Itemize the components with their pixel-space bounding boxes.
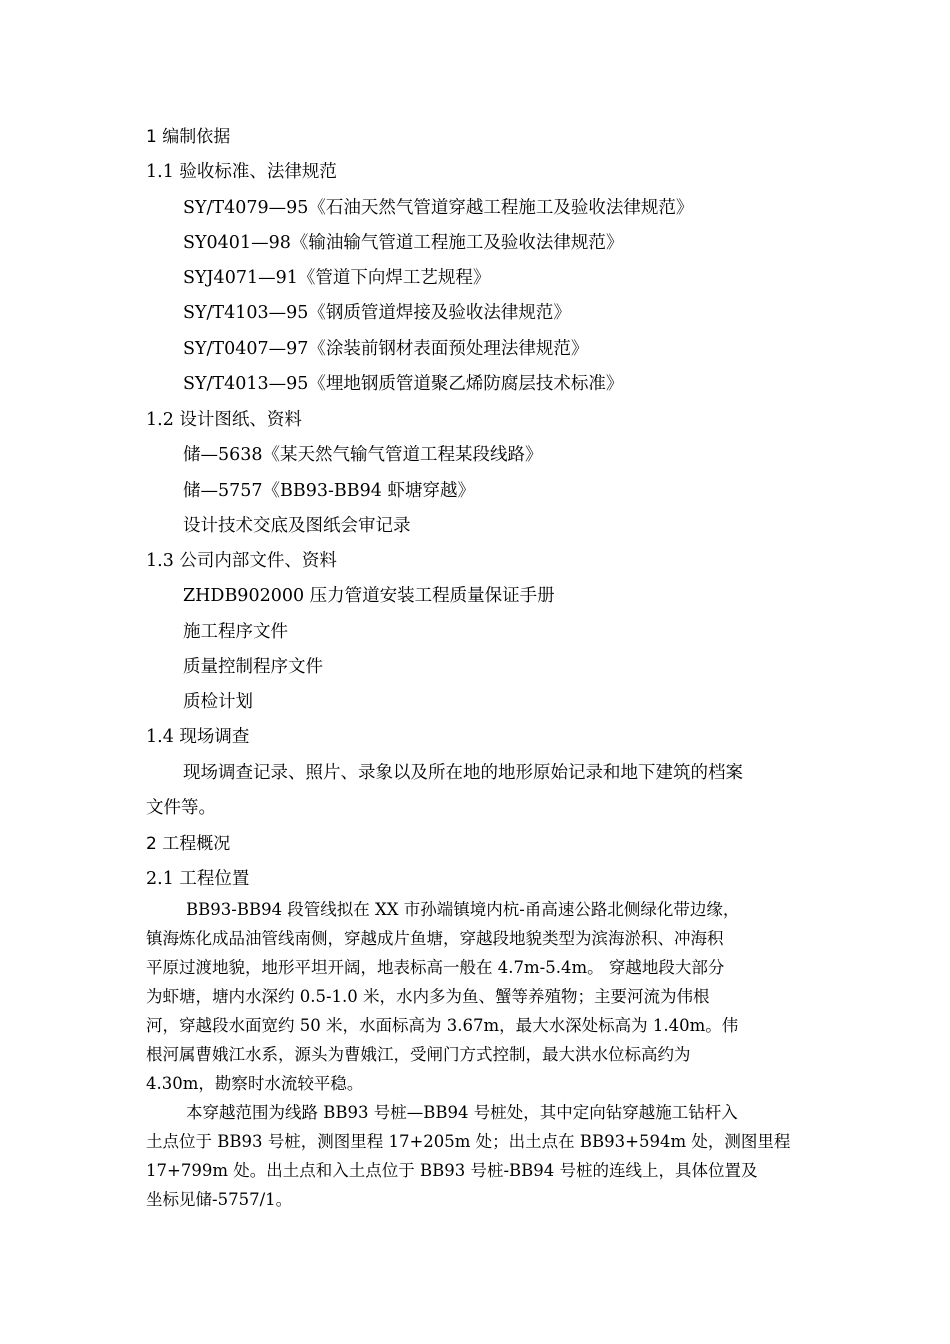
paragraph-line: 4.30m，勘察时水流较平稳。 [146,1074,364,1093]
paragraph-line: 根河属曹娥江水系，源头为曹娥江，受闸门方式控制，最大洪水位标高约为 [146,1045,691,1064]
standard-item: SYJ4071—91《管道下向焊工艺规程》 [183,268,491,288]
drawing-item: 储—5638《某天然气输气管道工程某段线路》 [183,445,543,465]
section-1-2-heading: 1.2 设计图纸、资料 [146,410,302,430]
paragraph-line: 河，穿越段水面宽约 50 米，水面标高为 3.67m，最大水深处标高为 1.40m。伟 [146,1016,739,1035]
drawing-item: 储—5757《BB93-BB94 虾塘穿越》 [183,481,475,501]
drawing-item: 设计技术交底及图纸会审记录 [183,516,411,536]
section-1-4-heading: 1.4 现场调查 [146,727,250,747]
paragraph-line: 坐标见储-5757/1。 [146,1190,293,1209]
internal-doc-item: 施工程序文件 [183,622,288,642]
standard-item: SY/T4103—95《钢质管道焊接及验收法律规范》 [183,303,571,323]
internal-doc-item: 质检计划 [183,692,253,712]
paragraph-line: 镇海炼化成品油管线南侧，穿越成片鱼塘，穿越段地貌类型为滨海淤积、冲海积 [146,929,724,948]
standard-item: SY/T0407—97《涂装前钢材表面预处理法律规范》 [183,339,589,359]
internal-doc-item: 质量控制程序文件 [183,657,323,677]
paragraph-line: 土点位于 BB93 号桩，测图里程 17+205m 处；出土点在 BB93+594m 处，测图里程 [146,1132,791,1151]
section-1-1-heading: 1.1 验收标准、法律规范 [146,162,337,182]
internal-doc-item: ZHDB902000 压力管道安装工程质量保证手册 [183,586,555,606]
paragraph-line: 平原过渡地貌，地形平坦开阔，地表标高一般在 4.7m-5.4m。 穿越地段大部分 [146,958,725,977]
standard-item: SY/T4013—95《埋地钢质管道聚乙烯防腐层技术标准》 [183,374,624,394]
standard-item: SY0401—98《输油输气管道工程施工及验收法律规范》 [183,233,624,253]
paragraph-line: BB93-BB94 段管线拟在 XX 市孙端镇境内杭-甬高速公路北侧绿化带边缘， [186,900,740,919]
survey-text-line: 文件等。 [146,798,216,818]
paragraph-line: 为虾塘，塘内水深约 0.5-1.0 米，水内多为鱼、蟹等养殖物；主要河流为伟根 [146,987,710,1006]
paragraph-line: 17+799m 处。出土点和入土点位于 BB93 号桩-BB94 号桩的连线上，具体位置及 [146,1161,758,1180]
standard-item: SY/T4079—95《石油天然气管道穿越工程施工及验收法律规范》 [183,198,694,218]
section-1-3-heading: 1.3 公司内部文件、资料 [146,551,337,571]
section-2-heading: 2 工程概况 [146,834,231,854]
paragraph-line: 本穿越范围为线路 BB93 号桩—BB94 号桩处，其中定向钻穿越施工钻杆入 [186,1103,738,1122]
survey-text-line: 现场调查记录、照片、录象以及所在地的地形原始记录和地下建筑的档案 [183,763,743,783]
section-2-1-heading: 2.1 工程位置 [146,869,250,889]
section-1-heading: 1 编制依据 [146,127,231,147]
